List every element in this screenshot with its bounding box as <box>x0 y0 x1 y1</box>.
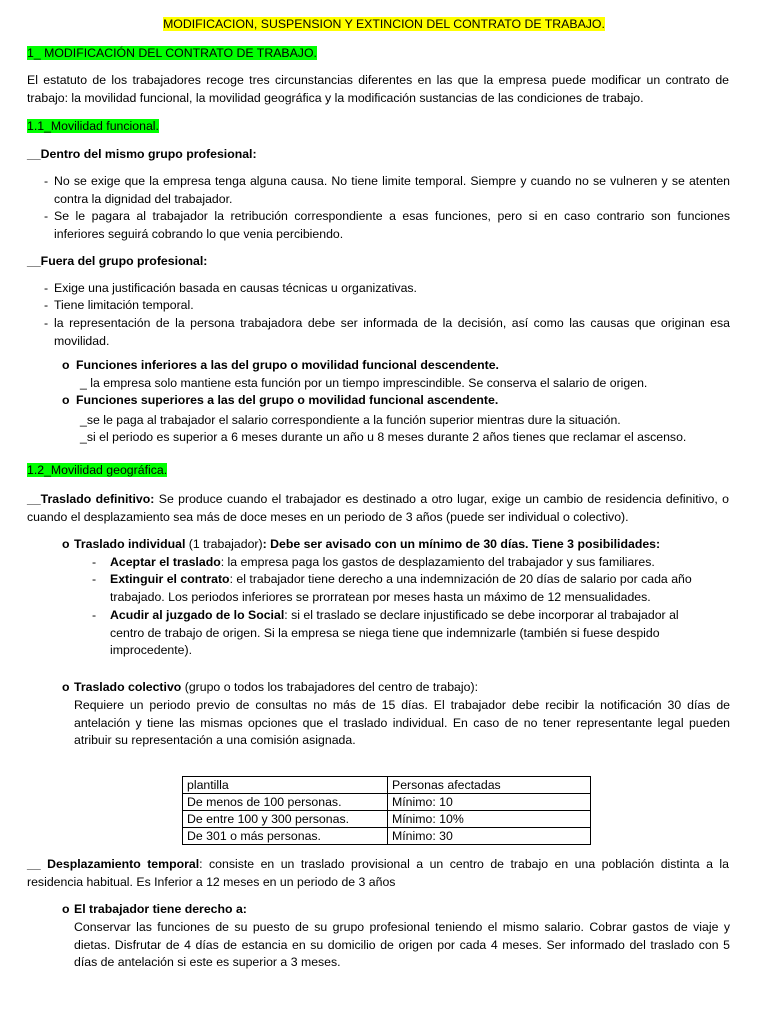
dash-marker: - <box>44 316 49 330</box>
dentro-item-2 <box>44 208 730 243</box>
table-row <box>183 794 591 811</box>
funciones-superiores-item <box>62 392 498 410</box>
traslado-colectivo-paren: (grupo o todos los trabajadores del centro de trabajo): <box>181 680 478 694</box>
dash-marker: - <box>92 608 97 622</box>
desplazamiento-temporal-label: __ Desplazamiento temporal <box>27 857 200 871</box>
plantilla-table <box>182 776 591 845</box>
table-cell: Mínimo: 30 <box>388 828 591 845</box>
fuera-item-2 <box>44 297 730 315</box>
table-row <box>183 811 591 828</box>
traslado-individual-text: : Debe ser avisado con un mínimo de 30 días. Tiene 3 posibilidades: <box>262 537 661 551</box>
document-title: MODIFICACION, SUSPENSION Y EXTINCION DEL CONTRATO DE TRABAJO. <box>163 17 605 31</box>
fuera-item-3 <box>44 315 730 350</box>
derecho-title: El trabajador tiene derecho a: <box>74 902 247 916</box>
table-cell: De 301 o más personas. <box>183 828 388 845</box>
table-row <box>183 828 591 845</box>
funciones-superiores-title: Funciones superiores a las del grupo o movilidad funcional ascendente. <box>76 393 499 407</box>
individual-option-3-text: : si el traslado se declare injustificado se debe incorporar al trabajador al centro de trabajo de origen. Si la empresa se niega tiene que indemnizarle (también si fuese despido improcedente). <box>110 608 679 657</box>
individual-option-2-text: : el trabajador tiene derecho a una indemnización de 20 días de salario por cada año trabajado. Los periodos inferiores se prorratean por meses hasta un máximo de 12 mensualidades. <box>110 572 692 604</box>
dentro-grupo-title: __Dentro del mismo grupo profesional: <box>27 147 257 161</box>
title-row <box>0 16 768 34</box>
table-header-cell: plantilla <box>183 777 388 794</box>
fuera-item-3-text: la representación de la persona trabajadora debe ser informada de la decisión, así como las causas que originan esa movilidad. <box>54 316 730 348</box>
circle-bullet: o <box>62 358 70 372</box>
dentro-item-1-text: No se exige que la empresa tenga alguna causa. No tiene limite temporal. Siempre y cuando no se vulneren y se atenten contra la dignidad del trabajador. <box>54 174 730 206</box>
dash-marker: - <box>44 281 49 295</box>
desplazamiento-temporal-text: : consiste en un traslado provisional a un centro de trabajo en una población distinta a la residencia habitual. Es Inferior a 12 meses en un periodo de 3 años <box>27 857 729 889</box>
table-cell: De menos de 100 personas. <box>183 794 388 811</box>
fuera-grupo-title: __Fuera del grupo profesional: <box>27 254 208 268</box>
dentro-item-2-text: Se le pagara al trabajador la retribución correspondiente a esas funciones, pero si en caso contrario son funciones inferiores seguirá cobrando lo que venia percibiendo. <box>54 209 730 241</box>
table-header-row <box>183 777 591 794</box>
fuera-item-2-text: Tiene limitación temporal. <box>54 298 194 312</box>
traslado-individual-label: Traslado individual <box>74 537 186 551</box>
funciones-inferiores-title: Funciones inferiores a las del grupo o movilidad funcional descendente. <box>76 358 499 372</box>
dash-marker: - <box>44 209 49 223</box>
table-cell: Mínimo: 10% <box>388 811 591 828</box>
section-1-1-heading: 1.1_Movilidad funcional. <box>27 119 159 133</box>
fuera-item-1-text: Exige una justificación basada en causas técnicas u organizativas. <box>54 281 417 295</box>
individual-option-2-label: Extinguir el contrato <box>110 572 230 586</box>
traslado-individual-paren: (1 trabajador) <box>185 537 263 551</box>
dentro-item-1 <box>44 173 730 208</box>
individual-option-3-label: Acudir al juzgado de lo Social <box>110 608 285 622</box>
traslado-individual-item <box>62 536 660 554</box>
individual-option-3 <box>92 607 712 660</box>
section-1-2-heading-row <box>27 462 167 480</box>
derecho-item <box>62 901 247 919</box>
table-cell: De entre 100 y 300 personas. <box>183 811 388 828</box>
funciones-superiores-text-2: _si el periodo es superior a 6 meses durante un año u 8 meses durante 2 años tienes que reclamar el ascenso. <box>80 430 687 444</box>
fuera-item-1 <box>44 280 730 298</box>
section-1-intro: El estatuto de los trabajadores recoge tres circunstancias diferentes en las que la empresa puede modificar un contrato de trabajo: la movilidad funcional, la movilidad geográfica y la modificación sustancias de las condiciones de trabajo. <box>27 73 729 105</box>
section-1-1-heading-row <box>27 118 159 136</box>
dash-marker: - <box>44 298 49 312</box>
section-1-2-heading: 1.2_Movilidad geográfica. <box>27 463 168 477</box>
circle-bullet: o <box>62 393 70 407</box>
individual-option-1-text: : la empresa paga los gastos de desplazamiento del trabajador y sus familiares. <box>220 555 655 569</box>
table-header-cell: Personas afectadas <box>388 777 591 794</box>
derecho-text: Conservar las funciones de su puesto de su grupo profesional teniendo el mismo salario. Cobrar gastos de viaje y dietas. Disfrutar de 4 días de estancia en su domicilio de origen por cada 4 meses. Ser informado del traslado con 5 días de antelación si este es superior a 3 meses. <box>74 920 730 969</box>
dash-marker: - <box>44 174 49 188</box>
table-cell: Mínimo: 10 <box>388 794 591 811</box>
funciones-inferiores-text: _ la empresa solo mantiene esta función por un tiempo imprescindible. Se conserva el salario de origen. <box>80 376 648 390</box>
section-1-heading-row <box>27 45 317 63</box>
individual-option-1 <box>92 554 732 572</box>
traslado-definitivo-label: __Traslado definitivo: <box>27 492 155 506</box>
dash-marker: - <box>92 572 97 586</box>
circle-bullet: o <box>62 902 70 916</box>
circle-bullet: o <box>62 680 70 694</box>
circle-bullet: o <box>62 537 70 551</box>
desplazamiento-temporal-paragraph <box>27 856 729 891</box>
traslado-colectivo-label: Traslado colectivo <box>74 680 182 694</box>
funciones-inferiores-item <box>62 357 499 375</box>
individual-option-1-label: Aceptar el traslado <box>110 555 221 569</box>
traslado-definitivo-paragraph <box>27 491 729 526</box>
traslado-colectivo-text: Requiere un periodo previo de consultas no más de 15 días. El trabajador debe recibir la notificación 30 días de antelación y tiene las mismas opciones que el traslado individual. En caso de no tener representante legal pueden atribuir su representación a una comisión asignada. <box>74 698 730 747</box>
section-1-heading: 1_ MODIFICACIÓN DEL CONTRATO DE TRABAJO. <box>27 46 317 60</box>
traslado-colectivo-item <box>62 679 478 697</box>
individual-option-2 <box>92 571 732 606</box>
dash-marker: - <box>92 555 97 569</box>
traslado-definitivo-text: Se produce cuando el trabajador es destinado a otro lugar, exige un cambio de residencia definitivo, o cuando el desplazamiento sea más de doce meses en un periodo de 3 años (puede ser individual o colectivo). <box>27 492 729 524</box>
funciones-superiores-text-1: _se le paga al trabajador el salario correspondiente a la función superior mientras dure la situación. <box>80 413 621 427</box>
